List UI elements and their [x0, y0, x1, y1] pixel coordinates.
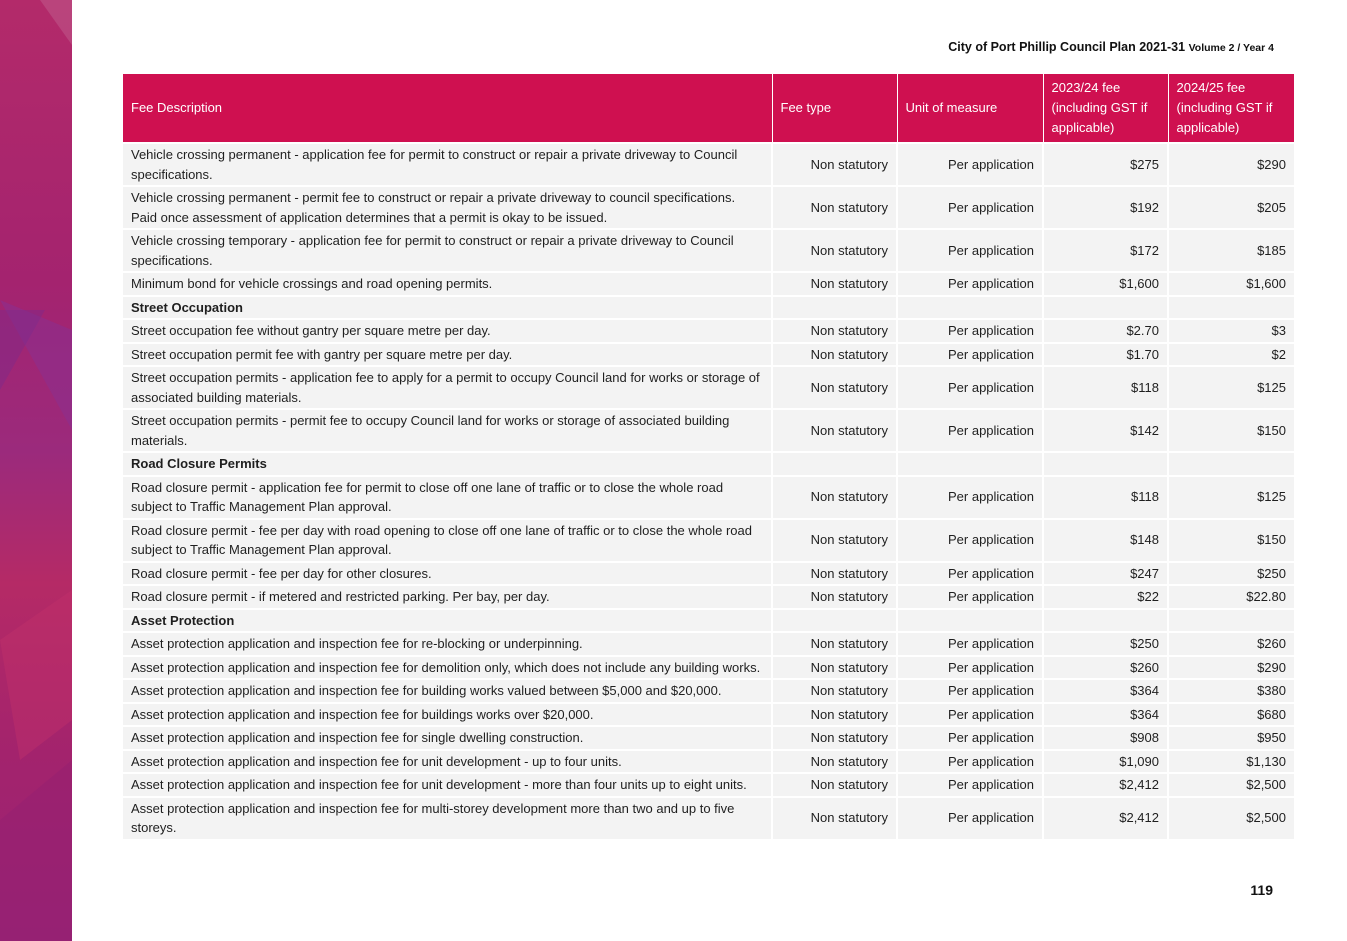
document-volume: Volume 2 / Year 4: [1188, 42, 1274, 54]
fee-2024-25-cell: $125: [1168, 366, 1294, 409]
section-heading: Asset Protection: [123, 609, 772, 633]
table-row: [123, 343, 1294, 367]
fee-2024-25-cell: $260: [1168, 632, 1294, 656]
unit-of-measure-cell: Per application: [897, 632, 1043, 656]
fee-description-cell: Street occupation permits - permit fee to occupy Council land for works or storage of associated building materials.: [123, 409, 772, 452]
document-title: City of Port Phillip Council Plan 2021-31: [948, 40, 1186, 54]
header-row: [123, 74, 1294, 143]
section-heading: Street Occupation: [123, 296, 772, 320]
column-header-fee-2024-25: 2024/25 fee (including GST if applicable): [1168, 74, 1294, 143]
fees-table: [123, 74, 1294, 839]
section-row: [123, 296, 1294, 320]
column-header-description: Fee Description: [123, 74, 772, 143]
table-row: [123, 750, 1294, 774]
fee-type-cell: Non statutory: [772, 632, 897, 656]
fee-2024-25-cell: $290: [1168, 143, 1294, 186]
table-row: [123, 562, 1294, 586]
fee-2024-25-cell: $250: [1168, 562, 1294, 586]
unit-of-measure-cell: Per application: [897, 186, 1043, 229]
fee-description-cell: Road closure permit - if metered and restricted parking. Per bay, per day.: [123, 585, 772, 609]
section-row: [123, 452, 1294, 476]
page-number: 119: [1250, 882, 1273, 898]
unit-of-measure-cell: Per application: [897, 773, 1043, 797]
fee-type-cell: Non statutory: [772, 773, 897, 797]
fee-2023-24-cell: $22: [1043, 585, 1168, 609]
empty-cell: [772, 296, 897, 320]
unit-of-measure-cell: Per application: [897, 750, 1043, 774]
decorative-side-band: [0, 0, 72, 941]
table-row: [123, 476, 1294, 519]
fee-2023-24-cell: $1,600: [1043, 272, 1168, 296]
fee-2023-24-cell: $908: [1043, 726, 1168, 750]
fee-2024-25-cell: $680: [1168, 703, 1294, 727]
fee-type-cell: Non statutory: [772, 750, 897, 774]
fee-type-cell: Non statutory: [772, 319, 897, 343]
column-header-fee-2023-24: 2023/24 fee (including GST if applicable): [1043, 74, 1168, 143]
fee-2023-24-cell: $2,412: [1043, 773, 1168, 797]
empty-cell: [1043, 609, 1168, 633]
unit-of-measure-cell: Per application: [897, 679, 1043, 703]
table-row: [123, 272, 1294, 296]
document-header: [948, 40, 1274, 54]
unit-of-measure-cell: Per application: [897, 562, 1043, 586]
table-row: [123, 186, 1294, 229]
fee-type-cell: Non statutory: [772, 519, 897, 562]
fee-description-cell: Street occupation fee without gantry per square metre per day.: [123, 319, 772, 343]
column-header-fee-type: Fee type: [772, 74, 897, 143]
fee-description-cell: Asset protection application and inspection fee for unit development - more than four units up to eight units.: [123, 773, 772, 797]
fee-type-cell: Non statutory: [772, 656, 897, 680]
fee-2024-25-cell: $1,130: [1168, 750, 1294, 774]
unit-of-measure-cell: Per application: [897, 319, 1043, 343]
fee-type-cell: Non statutory: [772, 797, 897, 839]
fee-type-cell: Non statutory: [772, 476, 897, 519]
fee-description-cell: Asset protection application and inspection fee for unit development - up to four units.: [123, 750, 772, 774]
unit-of-measure-cell: Per application: [897, 726, 1043, 750]
fee-description-cell: Vehicle crossing permanent - permit fee to construct or repair a private driveway to council specifications. Paid once assessment of application determines that a permit is okay to be issued.: [123, 186, 772, 229]
unit-of-measure-cell: Per application: [897, 585, 1043, 609]
table-row: [123, 366, 1294, 409]
fee-description-cell: Asset protection application and inspection fee for single dwelling construction.: [123, 726, 772, 750]
fee-2024-25-cell: $22.80: [1168, 585, 1294, 609]
empty-cell: [897, 609, 1043, 633]
table-row: [123, 632, 1294, 656]
table-row: [123, 726, 1294, 750]
fee-description-cell: Street occupation permit fee with gantry per square metre per day.: [123, 343, 772, 367]
fee-description-cell: Road closure permit - fee per day with road opening to close off one lane of traffic or to close the whole road subject to Traffic Management Plan approval.: [123, 519, 772, 562]
fee-2023-24-cell: $142: [1043, 409, 1168, 452]
table-row: [123, 319, 1294, 343]
fee-type-cell: Non statutory: [772, 143, 897, 186]
empty-cell: [1168, 452, 1294, 476]
fee-2023-24-cell: $2.70: [1043, 319, 1168, 343]
fee-2023-24-cell: $250: [1043, 632, 1168, 656]
empty-cell: [772, 452, 897, 476]
fee-2023-24-cell: $260: [1043, 656, 1168, 680]
fee-2023-24-cell: $192: [1043, 186, 1168, 229]
empty-cell: [1168, 609, 1294, 633]
fee-description-cell: Asset protection application and inspection fee for building works valued between $5,000 and $20,000.: [123, 679, 772, 703]
fee-description-cell: Asset protection application and inspection fee for multi-storey development more than two and up to five storeys.: [123, 797, 772, 839]
fee-description-cell: Asset protection application and inspection fee for buildings works over $20,000.: [123, 703, 772, 727]
fee-2024-25-cell: $150: [1168, 409, 1294, 452]
fee-2023-24-cell: $148: [1043, 519, 1168, 562]
unit-of-measure-cell: Per application: [897, 343, 1043, 367]
table-row: [123, 703, 1294, 727]
fee-type-cell: Non statutory: [772, 409, 897, 452]
unit-of-measure-cell: Per application: [897, 519, 1043, 562]
fee-type-cell: Non statutory: [772, 703, 897, 727]
side-band-facets: [0, 0, 72, 941]
table-row: [123, 656, 1294, 680]
fee-2024-25-cell: $2: [1168, 343, 1294, 367]
fee-2024-25-cell: $2,500: [1168, 797, 1294, 839]
unit-of-measure-cell: Per application: [897, 703, 1043, 727]
fees-table-header: [123, 74, 1294, 143]
table-row: [123, 409, 1294, 452]
unit-of-measure-cell: Per application: [897, 409, 1043, 452]
empty-cell: [1168, 296, 1294, 320]
table-row: [123, 679, 1294, 703]
fee-type-cell: Non statutory: [772, 366, 897, 409]
fee-2024-25-cell: $290: [1168, 656, 1294, 680]
unit-of-measure-cell: Per application: [897, 366, 1043, 409]
unit-of-measure-cell: Per application: [897, 143, 1043, 186]
fee-2023-24-cell: $118: [1043, 366, 1168, 409]
unit-of-measure-cell: Per application: [897, 797, 1043, 839]
fee-2024-25-cell: $3: [1168, 319, 1294, 343]
fee-type-cell: Non statutory: [772, 343, 897, 367]
fee-2024-25-cell: $125: [1168, 476, 1294, 519]
fee-2023-24-cell: $1,090: [1043, 750, 1168, 774]
fee-description-cell: Road closure permit - fee per day for other closures.: [123, 562, 772, 586]
fee-description-cell: Asset protection application and inspection fee for demolition only, which does not include any building works.: [123, 656, 772, 680]
empty-cell: [897, 452, 1043, 476]
fee-description-cell: Road closure permit - application fee for permit to close off one lane of traffic or to close the whole road subject to Traffic Management Plan approval.: [123, 476, 772, 519]
section-heading: Road Closure Permits: [123, 452, 772, 476]
fee-2023-24-cell: $1.70: [1043, 343, 1168, 367]
table-row: [123, 773, 1294, 797]
empty-cell: [772, 609, 897, 633]
fee-2023-24-cell: $118: [1043, 476, 1168, 519]
fee-2023-24-cell: $247: [1043, 562, 1168, 586]
fee-type-cell: Non statutory: [772, 562, 897, 586]
unit-of-measure-cell: Per application: [897, 476, 1043, 519]
empty-cell: [897, 296, 1043, 320]
fee-type-cell: Non statutory: [772, 272, 897, 296]
fee-type-cell: Non statutory: [772, 186, 897, 229]
fee-2024-25-cell: $150: [1168, 519, 1294, 562]
fee-2024-25-cell: $185: [1168, 229, 1294, 272]
fee-2024-25-cell: $950: [1168, 726, 1294, 750]
table-row: [123, 797, 1294, 839]
fee-2023-24-cell: $2,412: [1043, 797, 1168, 839]
fee-2023-24-cell: $364: [1043, 703, 1168, 727]
unit-of-measure-cell: Per application: [897, 229, 1043, 272]
fee-description-cell: Minimum bond for vehicle crossings and road opening permits.: [123, 272, 772, 296]
table-row: [123, 519, 1294, 562]
fee-type-cell: Non statutory: [772, 229, 897, 272]
fee-2024-25-cell: $2,500: [1168, 773, 1294, 797]
fees-table-body: [123, 143, 1294, 839]
fee-description-cell: Street occupation permits - application fee to apply for a permit to occupy Council land for works or storage of associated building materials.: [123, 366, 772, 409]
fee-2023-24-cell: $364: [1043, 679, 1168, 703]
unit-of-measure-cell: Per application: [897, 272, 1043, 296]
table-row: [123, 143, 1294, 186]
fee-2024-25-cell: $380: [1168, 679, 1294, 703]
fee-type-cell: Non statutory: [772, 726, 897, 750]
fee-2023-24-cell: $275: [1043, 143, 1168, 186]
column-header-unit: Unit of measure: [897, 74, 1043, 143]
section-row: [123, 609, 1294, 633]
fee-description-cell: Vehicle crossing permanent - application fee for permit to construct or repair a private driveway to Council specifications.: [123, 143, 772, 186]
fee-description-cell: Asset protection application and inspection fee for re-blocking or underpinning.: [123, 632, 772, 656]
unit-of-measure-cell: Per application: [897, 656, 1043, 680]
fee-description-cell: Vehicle crossing temporary - application fee for permit to construct or repair a private driveway to Council specifications.: [123, 229, 772, 272]
empty-cell: [1043, 296, 1168, 320]
fee-2024-25-cell: $205: [1168, 186, 1294, 229]
table-row: [123, 229, 1294, 272]
fee-type-cell: Non statutory: [772, 585, 897, 609]
fee-2023-24-cell: $172: [1043, 229, 1168, 272]
fee-type-cell: Non statutory: [772, 679, 897, 703]
empty-cell: [1043, 452, 1168, 476]
fee-2024-25-cell: $1,600: [1168, 272, 1294, 296]
table-row: [123, 585, 1294, 609]
